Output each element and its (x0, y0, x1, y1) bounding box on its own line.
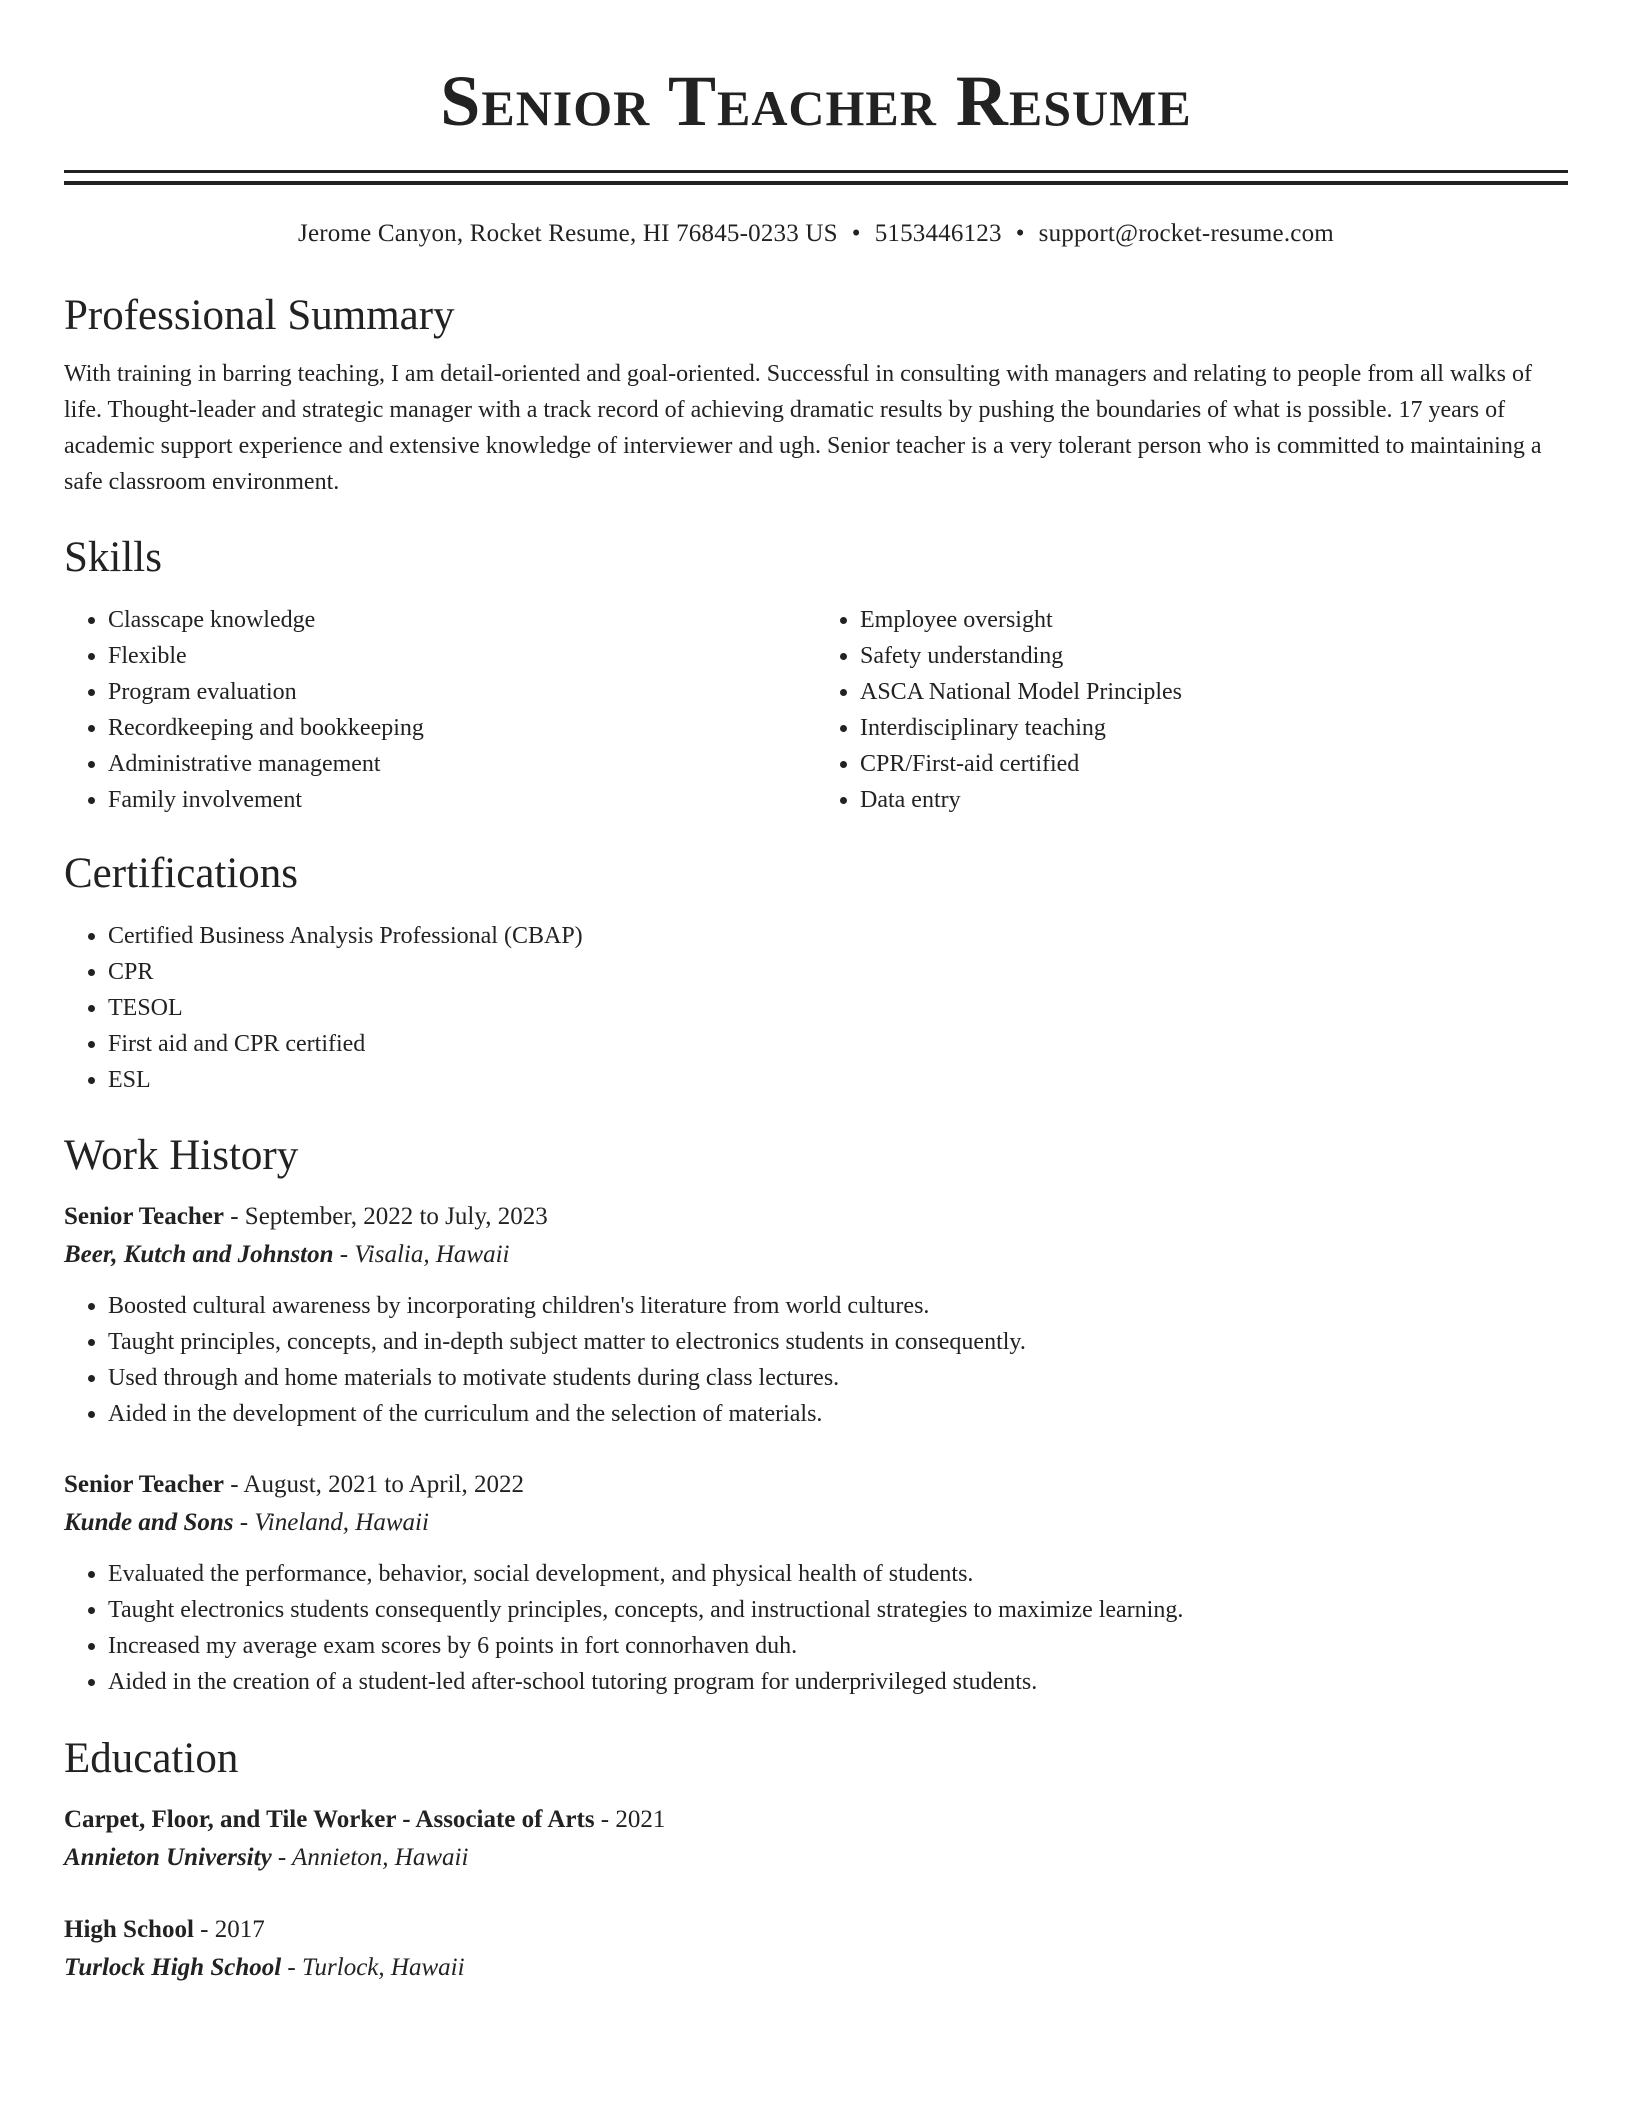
education-school: Turlock High School (64, 1954, 282, 1981)
education-degree: Carpet, Floor, and Tile Worker - Associate of Arts (64, 1806, 595, 1833)
job-title: Senior Teacher (64, 1203, 224, 1230)
job-location: Vineland, Hawaii (254, 1509, 429, 1536)
job-bullet: • Used through and home materials to motivate students during class lectures. (108, 1360, 1568, 1396)
job-company: Beer, Kutch and Johnston (64, 1241, 334, 1268)
skill-item: • Recordkeeping and bookkeeping (108, 710, 816, 746)
contact-line (64, 217, 1568, 251)
job-company-line: Beer, Kutch and Johnston - Visalia, Hawaii (64, 1241, 510, 1268)
certification-item: • Certified Business Analysis Professional (CBAP) (108, 918, 1568, 954)
certification-item: • First aid and CPR certified (108, 1026, 1568, 1062)
certification-item: • ESL (108, 1062, 1568, 1098)
contact-phone: 5153446123 (874, 220, 1002, 247)
skill-item: • Safety understanding (860, 638, 1568, 674)
job-bullets (64, 1556, 1568, 1700)
job-bullet: • Aided in the development of the curriculum and the selection of materials. (108, 1396, 1568, 1432)
contact-address: Jerome Canyon, Rocket Resume, HI 76845-0233 US (298, 220, 838, 247)
contact-email: support@rocket-resume.com (1038, 220, 1334, 247)
job-bullet: • Taught electronics students consequently principles, concepts, and instructional strategies to maximize learning. (108, 1592, 1568, 1628)
job-header: Senior Teacher - August, 2021 to April, 2022 (64, 1471, 524, 1498)
work-history-heading: Work History (64, 1132, 299, 1179)
education-school: Annieton University (64, 1844, 272, 1871)
education-year: 2017 (214, 1916, 265, 1943)
education-school-line: Annieton University - Annieton, Hawaii (64, 1844, 469, 1871)
contact-separator: • (851, 220, 861, 247)
skill-item: • Administrative management (108, 746, 816, 782)
certifications-list (64, 918, 1568, 1098)
job-entry (64, 1466, 1568, 1700)
skill-item: • Interdisciplinary teaching (860, 710, 1568, 746)
title-divider (64, 170, 1568, 185)
job-location: Visalia, Hawaii (354, 1241, 510, 1268)
education-heading: Education (64, 1735, 239, 1782)
skills-list-left (64, 602, 816, 818)
certification-item: • TESOL (108, 990, 1568, 1026)
resume-title: Senior Teacher Resume (440, 61, 1192, 141)
skills-list-right (816, 602, 1568, 818)
job-bullet: • Boosted cultural awareness by incorporating children's literature from world cultures. (108, 1288, 1568, 1324)
skill-item: • Family involvement (108, 782, 816, 818)
contact-separator: • (1015, 220, 1025, 247)
skills-heading: Skills (64, 534, 162, 581)
summary-section (64, 290, 1568, 500)
summary-heading: Professional Summary (64, 292, 455, 339)
skill-item: • Flexible (108, 638, 816, 674)
education-degree: High School (64, 1916, 194, 1943)
job-bullet: • Taught principles, concepts, and in-depth subject matter to electronics students in consequently. (108, 1324, 1568, 1360)
education-location: Turlock, Hawaii (302, 1954, 465, 1981)
job-title: Senior Teacher (64, 1471, 224, 1498)
work-history-section (64, 1130, 1568, 1700)
education-school-line: Turlock High School - Turlock, Hawaii (64, 1954, 465, 1981)
certifications-section (64, 848, 1568, 1098)
education-header: Carpet, Floor, and Tile Worker - Associate of Arts - 2021 (64, 1806, 666, 1833)
education-entry (64, 1911, 1568, 1987)
education-year: 2021 (615, 1806, 666, 1833)
education-section (64, 1733, 1568, 1987)
summary-text: With training in barring teaching, I am detail-oriented and goal-oriented. Successful in consulting with managers and relating to people from all walks of life. Thought-leader and strategic manager with a track record of achieving dramatic results by pushing the boundaries of what is possible. 17 years of academic support experience and extensive knowledge of interviewer and ugh. Senior teacher is a very tolerant person who is committed to maintaining a safe classroom environment. (64, 361, 1542, 495)
skill-item: • Employee oversight (860, 602, 1568, 638)
job-bullet: • Evaluated the performance, behavior, social development, and physical health of students. (108, 1556, 1568, 1592)
skills-columns (64, 602, 1568, 818)
job-dates: August, 2021 to April, 2022 (243, 1471, 524, 1498)
job-bullets (64, 1288, 1568, 1432)
skill-item: • Program evaluation (108, 674, 816, 710)
job-bullet: • Aided in the creation of a student-led after-school tutoring program for underprivileged students. (108, 1664, 1568, 1700)
skill-item: • Classcape knowledge (108, 602, 816, 638)
job-dates: September, 2022 to July, 2023 (244, 1203, 548, 1230)
certification-item: • CPR (108, 954, 1568, 990)
education-header: High School - 2017 (64, 1916, 265, 1943)
skill-item: • ASCA National Model Principles (860, 674, 1568, 710)
job-company: Kunde and Sons (64, 1509, 234, 1536)
skill-item: • CPR/First-aid certified (860, 746, 1568, 782)
education-location: Annieton, Hawaii (292, 1844, 469, 1871)
skills-section (64, 532, 1568, 818)
certifications-heading: Certifications (64, 850, 299, 897)
job-entry (64, 1198, 1568, 1432)
education-entry (64, 1801, 1568, 1877)
job-header: Senior Teacher - September, 2022 to July, 2023 (64, 1203, 548, 1230)
skill-item: • Data entry (860, 782, 1568, 818)
job-bullet: • Increased my average exam scores by 6 points in fort connorhaven duh. (108, 1628, 1568, 1664)
job-company-line: Kunde and Sons - Vineland, Hawaii (64, 1509, 429, 1536)
